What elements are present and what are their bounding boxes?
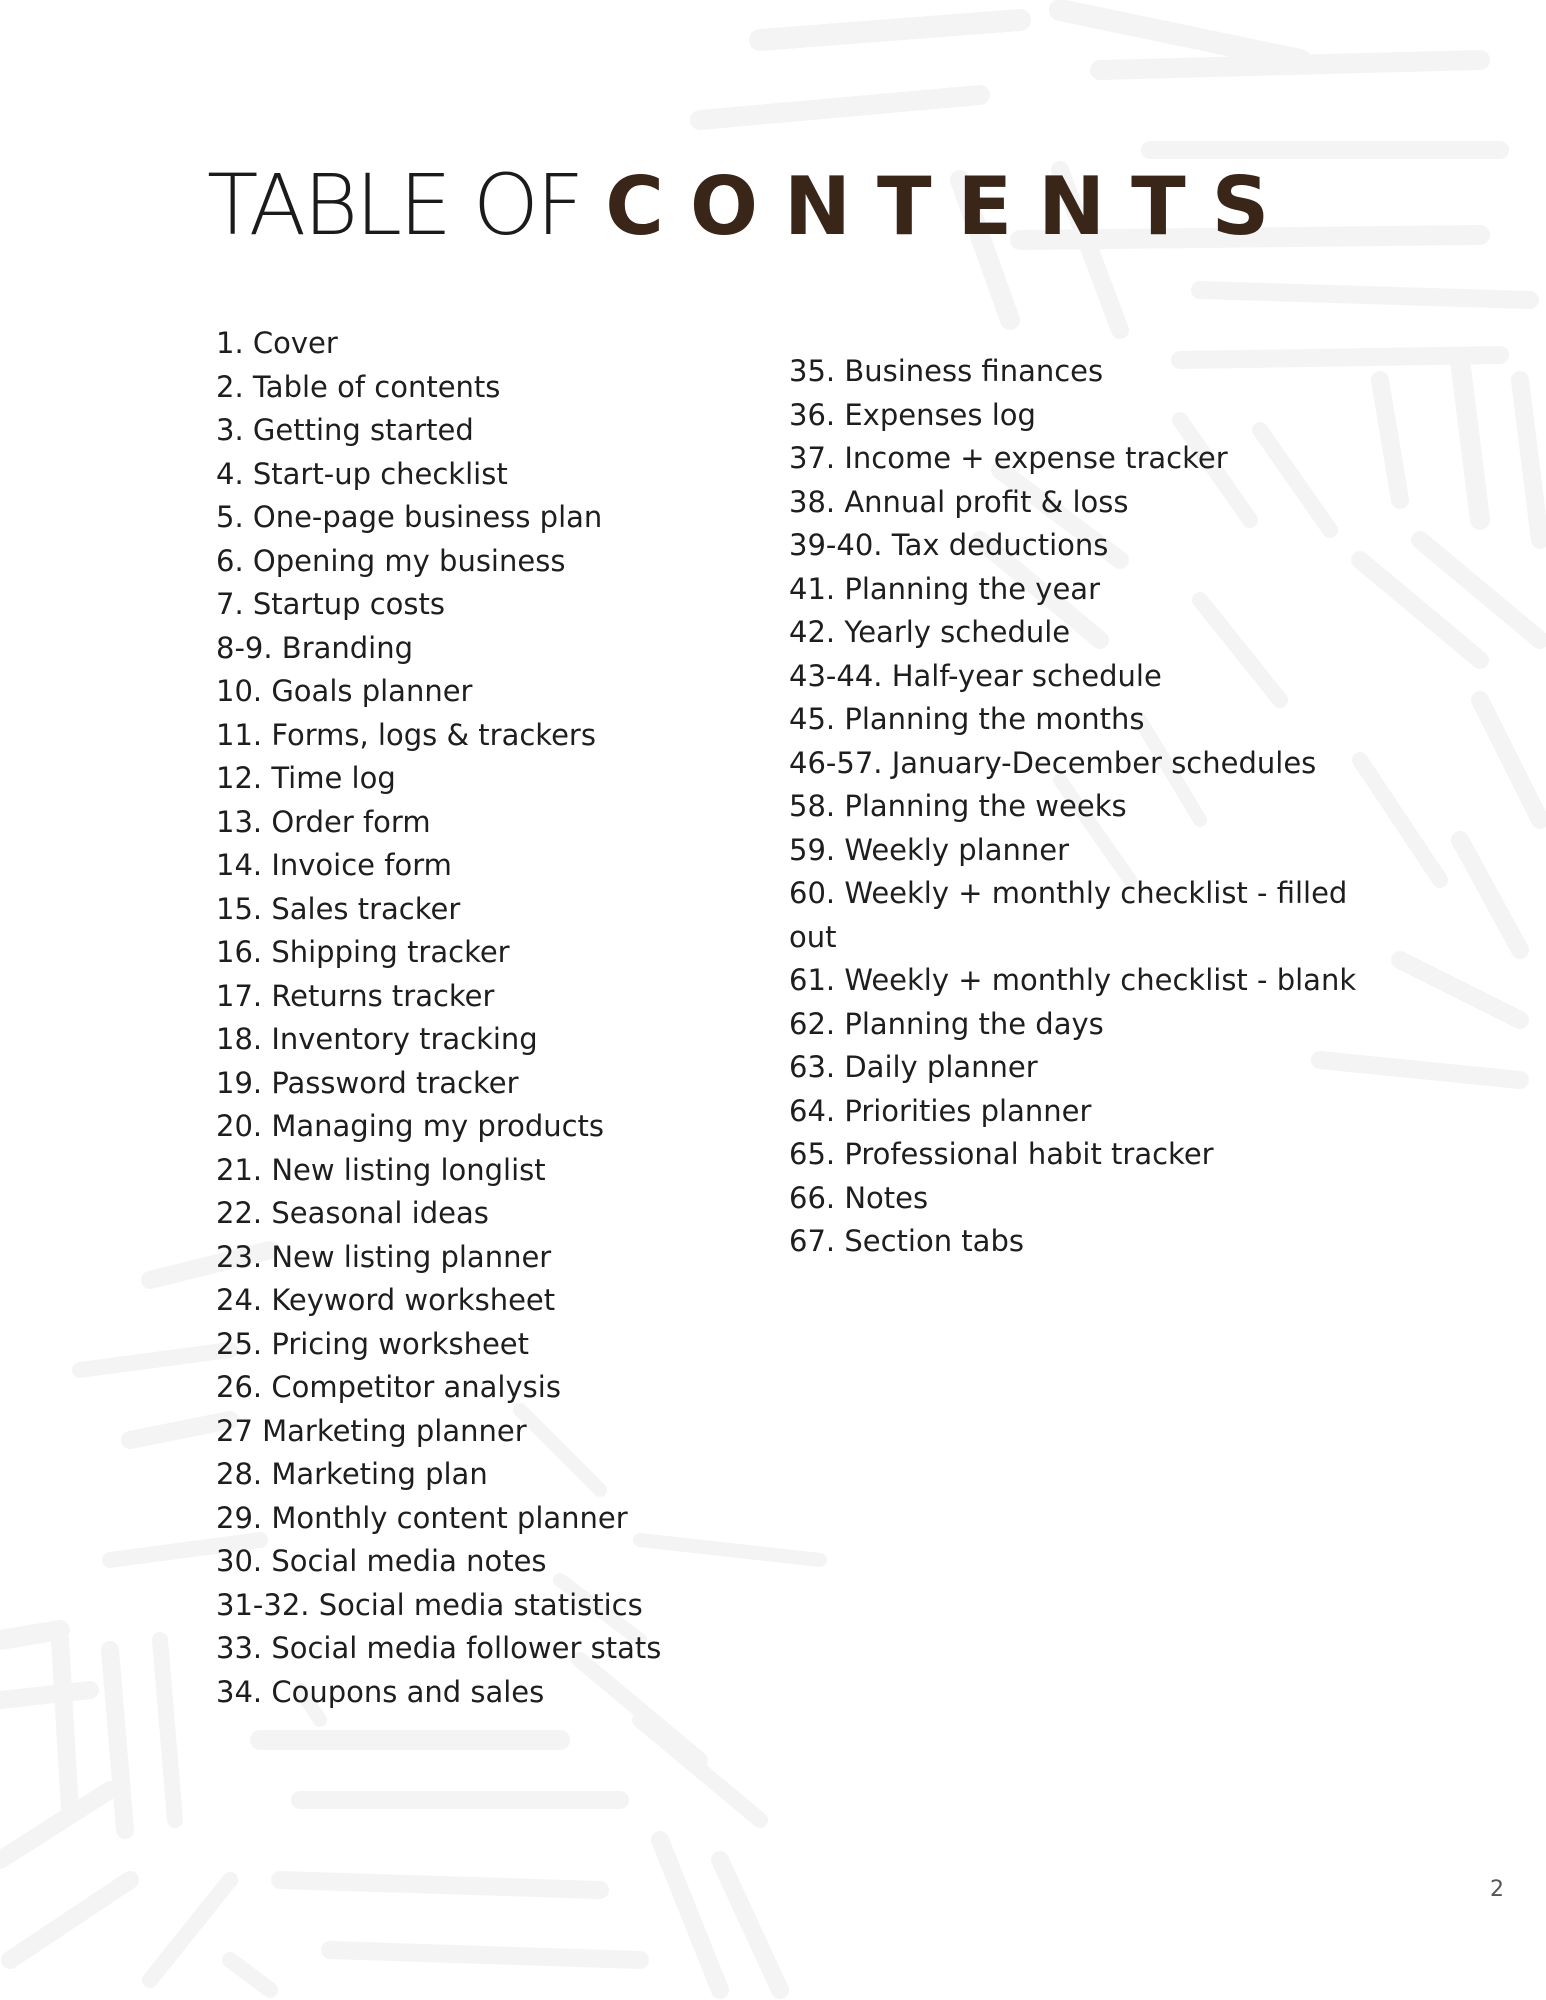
- toc-item: 65. Professional habit tracker: [789, 1137, 1214, 1171]
- toc-item: 67. Section tabs: [789, 1224, 1024, 1258]
- toc-left-column: [216, 322, 756, 1714]
- toc-item: 66. Notes: [789, 1180, 929, 1215]
- toc-item: 2. Table of contents: [216, 369, 501, 404]
- toc-item: 64. Priorities planner: [789, 1093, 1092, 1128]
- toc-item: 27 Marketing planner: [216, 1413, 527, 1448]
- toc-item: 63. Daily planner: [789, 1050, 1038, 1084]
- toc-item: 30. Social media notes: [216, 1544, 547, 1578]
- toc-item: 41. Planning the year: [789, 571, 1100, 606]
- toc-item: 26. Competitor analysis: [216, 1370, 561, 1404]
- toc-item: 35. Business finances: [789, 354, 1104, 388]
- toc-item: 14. Invoice form: [216, 848, 452, 882]
- toc-item: 28. Marketing plan: [216, 1457, 488, 1491]
- toc-item: 19. Password tracker: [216, 1065, 519, 1100]
- toc-item: 42. Yearly schedule: [789, 615, 1071, 649]
- toc-item: 36. Expenses log: [789, 397, 1036, 432]
- toc-item: 61. Weekly + monthly checklist - blank: [789, 963, 1357, 997]
- toc-item: 11. Forms, logs & trackers: [216, 717, 596, 752]
- toc-item: 62. Planning the days: [789, 1006, 1104, 1041]
- toc-item: 43-44. Half-year schedule: [789, 658, 1162, 693]
- toc-item: 12. Time log: [216, 761, 396, 795]
- toc-item: 38. Annual profit & loss: [789, 484, 1129, 519]
- page-title: [207, 150, 1295, 270]
- toc-item: 24. Keyword worksheet: [216, 1283, 556, 1317]
- toc-item: 21. New listing longlist: [216, 1152, 546, 1187]
- toc-right-column: [789, 350, 1389, 1264]
- toc-item: 58. Planning the weeks: [789, 789, 1127, 823]
- page-number: 2: [1490, 1877, 1504, 1902]
- toc-item: 20. Managing my products: [216, 1109, 605, 1143]
- toc-item: 6. Opening my business: [216, 543, 566, 578]
- toc-item: 15. Sales tracker: [216, 891, 461, 926]
- toc-item: 3. Getting started: [216, 413, 474, 447]
- toc-item: 45. Planning the months: [789, 702, 1145, 736]
- toc-item: 60. Weekly + monthly checklist - filled out: [789, 876, 1348, 954]
- toc-item: 25. Pricing worksheet: [216, 1326, 530, 1361]
- toc-item: 23. New listing planner: [216, 1239, 552, 1274]
- toc-item: 5. One-page business plan: [216, 500, 603, 534]
- toc-item: 1. Cover: [216, 326, 338, 360]
- toc-item: 17. Returns tracker: [216, 978, 495, 1013]
- toc-item: 10. Goals planner: [216, 674, 473, 708]
- toc-item: 46-57. January-December schedules: [789, 745, 1317, 780]
- toc-item: 8-9. Branding: [216, 630, 414, 665]
- title-bold-part: CONTENTS: [605, 160, 1296, 253]
- toc-item: 37. Income + expense tracker: [789, 441, 1228, 475]
- toc-item: 4. Start-up checklist: [216, 456, 508, 491]
- toc-item: 34. Coupons and sales: [216, 1674, 545, 1709]
- toc-item: 31-32. Social media statistics: [216, 1587, 643, 1622]
- toc-item: 7. Startup costs: [216, 587, 446, 621]
- toc-item: 59. Weekly planner: [789, 832, 1069, 867]
- toc-item: 16. Shipping tracker: [216, 935, 510, 969]
- toc-item: 18. Inventory tracking: [216, 1022, 538, 1056]
- toc-item: 39-40. Tax deductions: [789, 528, 1109, 562]
- toc-item: 29. Monthly content planner: [216, 1500, 628, 1535]
- toc-item: 33. Social media follower stats: [216, 1631, 662, 1665]
- title-light-part: TABLE OF: [207, 156, 582, 254]
- toc-item: 13. Order form: [216, 804, 431, 839]
- toc-item: 22. Seasonal ideas: [216, 1196, 489, 1230]
